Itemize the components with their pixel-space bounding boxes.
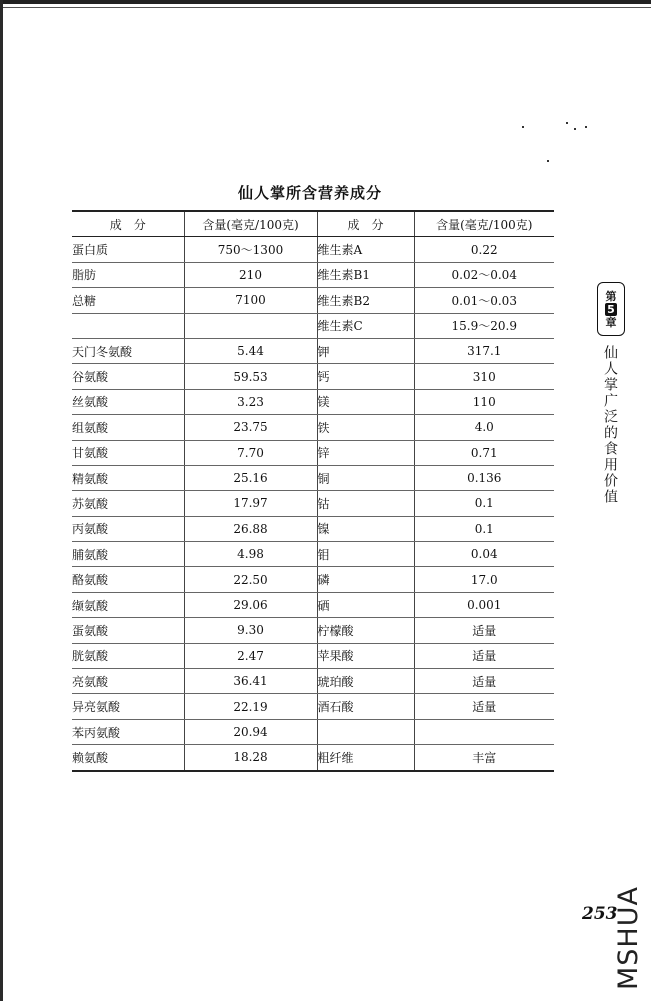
component-amount: 20.94 bbox=[184, 719, 317, 744]
chapter-tab-prefix: 第 bbox=[605, 289, 617, 303]
table-row bbox=[72, 465, 554, 490]
component-amount: 0.01～0.03 bbox=[414, 288, 554, 313]
component-amount: 3.23 bbox=[184, 389, 317, 414]
component-name: 琥珀酸 bbox=[317, 669, 414, 694]
component-name: 缬氨酸 bbox=[72, 592, 184, 617]
chapter-tab-number: 5 bbox=[605, 303, 617, 316]
table-row bbox=[72, 542, 554, 567]
component-name: 脂肪 bbox=[72, 262, 184, 287]
top-border-rule-thin bbox=[0, 7, 651, 8]
table-row bbox=[72, 669, 554, 694]
scan-speck bbox=[574, 128, 576, 130]
component-amount bbox=[184, 313, 317, 338]
component-amount: 0.22 bbox=[414, 237, 554, 262]
component-name: 维生素C bbox=[317, 313, 414, 338]
scan-speck bbox=[522, 126, 524, 128]
component-amount: 15.9～20.9 bbox=[414, 313, 554, 338]
component-name: 钴 bbox=[317, 491, 414, 516]
component-name: 组氨酸 bbox=[72, 415, 184, 440]
page-left-edge bbox=[0, 0, 3, 1001]
chapter-tab-suffix: 章 bbox=[605, 315, 617, 329]
component-amount: 17.97 bbox=[184, 491, 317, 516]
component-amount: 59.53 bbox=[184, 364, 317, 389]
table-row bbox=[72, 313, 554, 338]
component-name: 锌 bbox=[317, 440, 414, 465]
component-name: 钼 bbox=[317, 542, 414, 567]
component-amount: 25.16 bbox=[184, 465, 317, 490]
component-name: 精氨酸 bbox=[72, 465, 184, 490]
component-name: 甘氨酸 bbox=[72, 440, 184, 465]
component-amount: 丰富 bbox=[414, 745, 554, 771]
component-amount: 0.136 bbox=[414, 465, 554, 490]
component-amount: 26.88 bbox=[184, 516, 317, 541]
component-amount: 9.30 bbox=[184, 618, 317, 643]
component-amount: 5.44 bbox=[184, 338, 317, 363]
table-row bbox=[72, 288, 554, 313]
nutrition-table bbox=[72, 210, 554, 772]
top-border-rule bbox=[0, 0, 651, 4]
component-name: 粗纤维 bbox=[317, 745, 414, 771]
table-row bbox=[72, 694, 554, 719]
component-amount: 适量 bbox=[414, 643, 554, 668]
component-name: 谷氨酸 bbox=[72, 364, 184, 389]
component-name: 胱氨酸 bbox=[72, 643, 184, 668]
component-name: 酒石酸 bbox=[317, 694, 414, 719]
component-amount: 17.0 bbox=[414, 567, 554, 592]
component-name: 柠檬酸 bbox=[317, 618, 414, 643]
header-content: 含量(毫克/100克) bbox=[414, 211, 554, 237]
component-amount: 210 bbox=[184, 262, 317, 287]
component-name: 硒 bbox=[317, 592, 414, 617]
scan-speck bbox=[566, 122, 568, 124]
header-component: 成 分 bbox=[317, 211, 414, 237]
component-name: 磷 bbox=[317, 567, 414, 592]
table-row bbox=[72, 491, 554, 516]
table-row bbox=[72, 364, 554, 389]
component-amount: 23.75 bbox=[184, 415, 317, 440]
table-row bbox=[72, 592, 554, 617]
component-amount: 750～1300 bbox=[184, 237, 317, 262]
table-row bbox=[72, 237, 554, 262]
component-amount: 适量 bbox=[414, 694, 554, 719]
component-amount: 0.02～0.04 bbox=[414, 262, 554, 287]
component-amount: 7100 bbox=[184, 288, 317, 313]
component-name: 铜 bbox=[317, 465, 414, 490]
table-row bbox=[72, 440, 554, 465]
component-name: 丝氨酸 bbox=[72, 389, 184, 414]
component-name: 酪氨酸 bbox=[72, 567, 184, 592]
table-row bbox=[72, 516, 554, 541]
component-name: 总糖 bbox=[72, 288, 184, 313]
component-name: 苯丙氨酸 bbox=[72, 719, 184, 744]
table-header-row bbox=[72, 211, 554, 237]
component-amount: 18.28 bbox=[184, 745, 317, 771]
component-amount: 适量 bbox=[414, 618, 554, 643]
component-name: 铁 bbox=[317, 415, 414, 440]
chapter-tab bbox=[597, 282, 625, 336]
component-name: 苏氨酸 bbox=[72, 491, 184, 516]
component-amount: 0.001 bbox=[414, 592, 554, 617]
table-row bbox=[72, 415, 554, 440]
table-row bbox=[72, 389, 554, 414]
table-row bbox=[72, 719, 554, 744]
watermark: MSHUA bbox=[613, 886, 644, 990]
component-name: 天门冬氨酸 bbox=[72, 338, 184, 363]
component-amount: 0.04 bbox=[414, 542, 554, 567]
scan-speck bbox=[585, 126, 587, 128]
component-name: 维生素A bbox=[317, 237, 414, 262]
table-row bbox=[72, 618, 554, 643]
component-name: 镁 bbox=[317, 389, 414, 414]
table-row bbox=[72, 745, 554, 771]
component-name: 脯氨酸 bbox=[72, 542, 184, 567]
component-name: 蛋白质 bbox=[72, 237, 184, 262]
component-name: 维生素B2 bbox=[317, 288, 414, 313]
component-amount: 317.1 bbox=[414, 338, 554, 363]
header-component: 成 分 bbox=[72, 211, 184, 237]
component-amount bbox=[414, 719, 554, 744]
component-name: 镍 bbox=[317, 516, 414, 541]
header-content: 含量(毫克/100克) bbox=[184, 211, 317, 237]
component-amount: 4.98 bbox=[184, 542, 317, 567]
component-amount: 0.71 bbox=[414, 440, 554, 465]
component-name: 赖氨酸 bbox=[72, 745, 184, 771]
component-name: 维生素B1 bbox=[317, 262, 414, 287]
component-amount: 22.50 bbox=[184, 567, 317, 592]
table-row bbox=[72, 338, 554, 363]
component-amount: 310 bbox=[414, 364, 554, 389]
component-name bbox=[317, 719, 414, 744]
page-number: 253 bbox=[582, 904, 618, 924]
table-title: 仙人掌所含营养成分 bbox=[237, 184, 382, 202]
component-amount: 适量 bbox=[414, 669, 554, 694]
chapter-title: 仙人掌广泛的食用价值 bbox=[602, 345, 618, 505]
component-amount: 4.0 bbox=[414, 415, 554, 440]
table-row bbox=[72, 643, 554, 668]
component-name: 丙氨酸 bbox=[72, 516, 184, 541]
table-row bbox=[72, 262, 554, 287]
component-name: 蛋氨酸 bbox=[72, 618, 184, 643]
component-amount: 2.47 bbox=[184, 643, 317, 668]
component-name: 钙 bbox=[317, 364, 414, 389]
component-amount: 7.70 bbox=[184, 440, 317, 465]
component-name: 钾 bbox=[317, 338, 414, 363]
component-amount: 0.1 bbox=[414, 491, 554, 516]
component-amount: 22.19 bbox=[184, 694, 317, 719]
component-name bbox=[72, 313, 184, 338]
component-name: 异亮氨酸 bbox=[72, 694, 184, 719]
component-amount: 110 bbox=[414, 389, 554, 414]
component-name: 亮氨酸 bbox=[72, 669, 184, 694]
component-amount: 0.1 bbox=[414, 516, 554, 541]
component-amount: 29.06 bbox=[184, 592, 317, 617]
component-amount: 36.41 bbox=[184, 669, 317, 694]
table-row bbox=[72, 567, 554, 592]
component-name: 苹果酸 bbox=[317, 643, 414, 668]
scan-speck bbox=[547, 160, 549, 162]
